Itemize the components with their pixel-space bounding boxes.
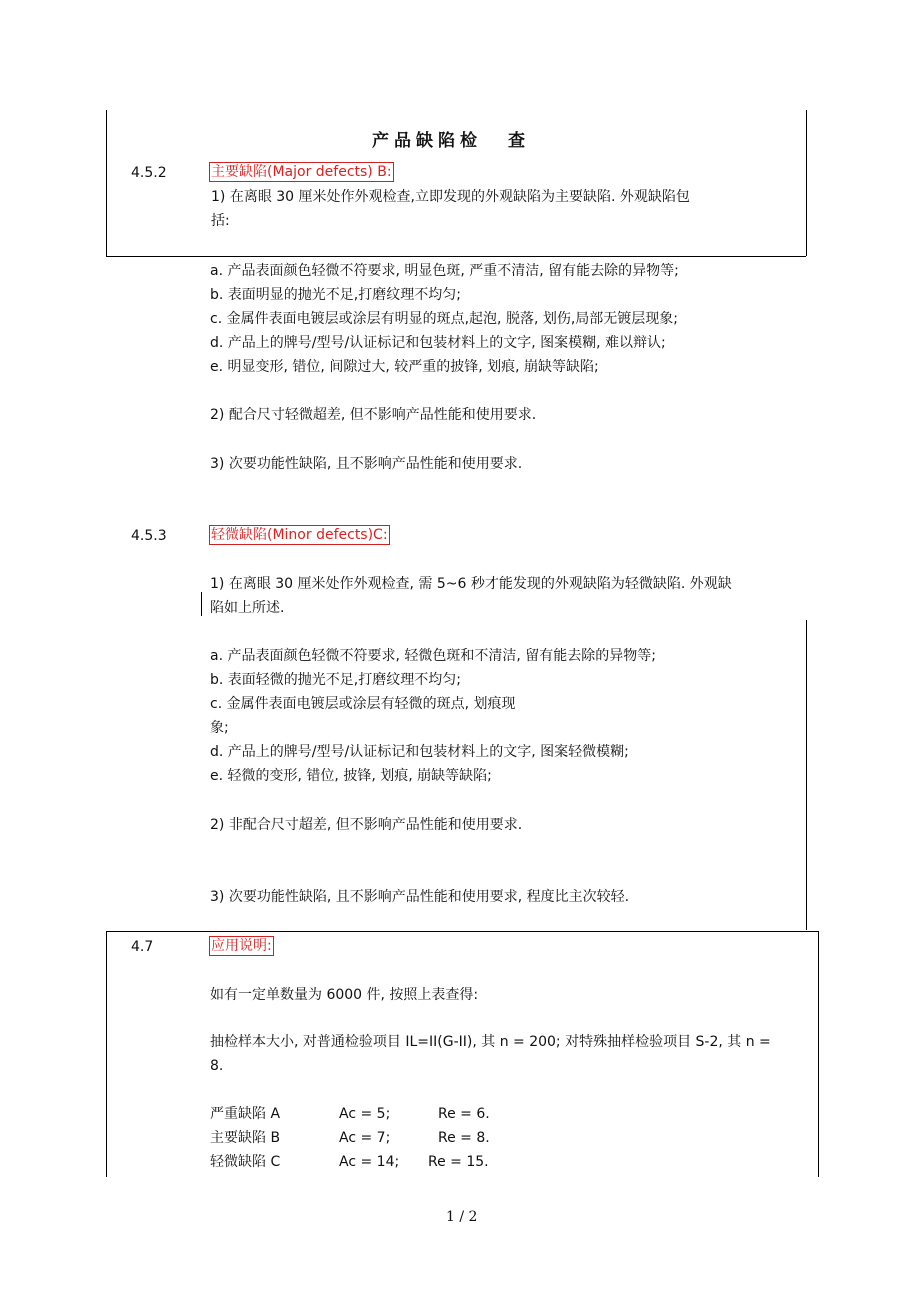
row-ac-value: Ac = 5; bbox=[339, 1106, 391, 1122]
row-ac-value: Ac = 14; bbox=[339, 1154, 400, 1170]
row-defect-name: 主要缺陷 B bbox=[210, 1130, 281, 1146]
application-para2-line1: 抽检样本大小, 对普通检验项目 IL=II(G-II), 其 n = 200; 对特殊抽样检验项目 S-2, 其 n = bbox=[210, 1034, 771, 1050]
row-re-value: Re = 6. bbox=[438, 1106, 490, 1122]
row-defect-name: 轻微缺陷 C bbox=[210, 1154, 281, 1170]
major-item-b: b. 表面明显的抛光不足,打磨纹理不均匀; bbox=[210, 287, 461, 303]
border-left-bottom bbox=[106, 931, 107, 1177]
row-re-value: Re = 8. bbox=[438, 1130, 490, 1146]
major-intro-line1: 1) 在离眼 30 厘米处作外观检查,立即发现的外观缺陷为主要缺陷. 外观缺陷包 bbox=[211, 189, 690, 205]
major-item-e: e. 明显变形, 错位, 间隙过大, 较严重的披锋, 划痕, 崩缺等缺陷; bbox=[210, 359, 599, 375]
row-ac-value: Ac = 7; bbox=[339, 1130, 391, 1146]
minor-item-c: c. 金属件表面电镀层或涂层有轻微的斑点, 划痕现 bbox=[210, 696, 516, 712]
application-para2-line2: 8. bbox=[210, 1058, 224, 1074]
border-right-top bbox=[806, 110, 807, 256]
border-left-top bbox=[106, 110, 107, 256]
page-title: 产品缺陷检 查 bbox=[372, 131, 530, 151]
application-para1: 如有一定单数量为 6000 件, 按照上表查得: bbox=[210, 987, 479, 1003]
page-number: 1 / 2 bbox=[446, 1209, 478, 1225]
text-cursor bbox=[201, 592, 202, 616]
minor-intro-line1: 1) 在离眼 30 厘米处作外观检查, 需 5~6 秒才能发现的外观缺陷为轻微缺陷. 外观缺 bbox=[210, 576, 732, 592]
section-heading-minor: 轻微缺陷(Minor defects)C: bbox=[211, 527, 388, 543]
divider-1 bbox=[106, 256, 806, 257]
section-heading-application: 应用说明: bbox=[211, 938, 272, 954]
minor-item-b: b. 表面轻微的抛光不足,打磨纹理不均匀; bbox=[210, 672, 461, 688]
minor-item-e: e. 轻微的变形, 错位, 披锋, 划痕, 崩缺等缺陷; bbox=[210, 768, 492, 784]
border-right-bottom bbox=[818, 931, 819, 1177]
minor-point2: 2) 非配合尺寸超差, 但不影响产品性能和使用要求. bbox=[210, 817, 523, 833]
minor-point3: 3) 次要功能性缺陷, 且不影响产品性能和使用要求, 程度比主次较轻. bbox=[210, 889, 630, 905]
section-number-major: 4.5.2 bbox=[131, 165, 167, 181]
major-point2: 2) 配合尺寸轻微超差, 但不影响产品性能和使用要求. bbox=[210, 407, 537, 423]
major-item-d: d. 产品上的牌号/型号/认证标记和包装材料上的文字, 图案模糊, 难以辩认; bbox=[210, 335, 666, 351]
row-defect-name: 严重缺陷 A bbox=[210, 1106, 281, 1122]
major-item-c: c. 金属件表面电镀层或涂层有明显的斑点,起泡, 脱落, 划伤,局部无镀层现象; bbox=[210, 311, 679, 327]
section-number-application: 4.7 bbox=[131, 939, 154, 955]
minor-intro-line2: 陷如上所述. bbox=[210, 600, 285, 616]
minor-item-d: d. 产品上的牌号/型号/认证标记和包装材料上的文字, 图案轻微模糊; bbox=[210, 744, 629, 760]
row-re-value: Re = 15. bbox=[428, 1154, 489, 1170]
major-intro-line2: 括: bbox=[211, 213, 230, 229]
border-right-mid bbox=[806, 620, 807, 930]
major-point3: 3) 次要功能性缺陷, 且不影响产品性能和使用要求. bbox=[210, 456, 523, 472]
minor-item-a: a. 产品表面颜色轻微不符要求, 轻微色斑和不清洁, 留有能去除的异物等; bbox=[210, 648, 656, 664]
section-number-minor: 4.5.3 bbox=[131, 528, 167, 544]
major-item-a: a. 产品表面颜色轻微不符要求, 明显色斑, 严重不清洁, 留有能去除的异物等; bbox=[210, 263, 679, 279]
minor-item-c-cont: 象; bbox=[210, 720, 229, 736]
divider-2 bbox=[106, 931, 818, 932]
section-heading-major: 主要缺陷(Major defects) B: bbox=[211, 164, 392, 180]
